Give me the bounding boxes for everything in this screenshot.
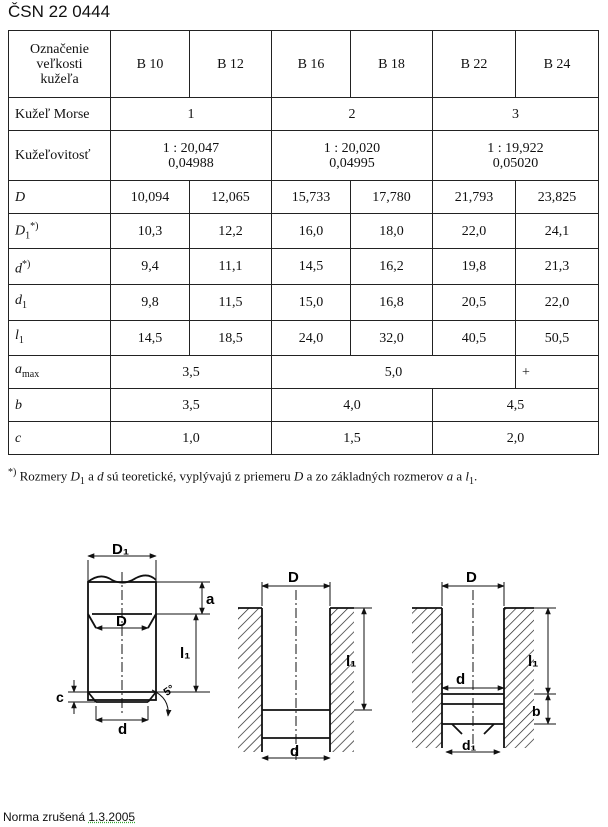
value-cell: 15,0 (272, 285, 351, 321)
dim-label: c (56, 689, 64, 705)
value-cell: 10,3 (111, 214, 190, 249)
row-label: $a_{max}$ (9, 356, 111, 389)
value-cell: 22,0 (433, 214, 516, 249)
table-row-amax (9, 356, 599, 389)
value-cell: 11,1 (190, 249, 272, 285)
value-cell: 1 : 19,922 0,05020 (433, 131, 599, 181)
table-row-D1 (9, 214, 599, 249)
value-cell: 18,5 (190, 321, 272, 356)
value-cell: 1 (111, 98, 272, 131)
size-cell: B 24 (516, 31, 599, 98)
size-cell: B 10 (111, 31, 190, 98)
value-cell: 1,0 (111, 422, 272, 455)
dim-label: D (288, 569, 299, 586)
row-label: c (9, 422, 111, 455)
value-cell: 22,0 (516, 285, 599, 321)
value-cell: 14,5 (272, 249, 351, 285)
dim-label: l₁ (528, 653, 539, 670)
row-label: Kužeľ Morse (9, 98, 111, 131)
table-row-l1 (9, 321, 599, 356)
value-cell: 23,825 (516, 181, 599, 214)
footnote: *) Rozmery $D_1$ a d sú teoretické, vyplývajú z priemeru D a zo základných rozmerov a a $l_1$. (8, 467, 478, 487)
technical-drawings (0, 520, 608, 810)
value-cell: 16,8 (351, 285, 433, 321)
value-cell: 5,0 (272, 356, 516, 389)
spec-table (8, 30, 599, 455)
dim-label: l₁ (180, 645, 191, 662)
value-cell: 3 (433, 98, 599, 131)
dim-label: a (206, 591, 215, 608)
row-label: $l_1$ (9, 321, 111, 356)
dim-label: 5° (161, 682, 178, 699)
table-row-header (9, 31, 599, 98)
value-cell: 16,2 (351, 249, 433, 285)
standard-title: ČSN 22 0444 (8, 2, 111, 21)
value-cell: 21,3 (516, 249, 599, 285)
value-cell: 12,065 (190, 181, 272, 214)
value-cell: 20,5 (433, 285, 516, 321)
dim-label: D (466, 569, 477, 586)
dim-label: d (456, 671, 466, 688)
row-label: D (9, 181, 111, 214)
table-row-D (9, 181, 599, 214)
value-cell: 18,0 (351, 214, 433, 249)
value-cell: 19,8 (433, 249, 516, 285)
value-cell: 1 : 20,020 0,04995 (272, 131, 433, 181)
value-cell: 9,4 (111, 249, 190, 285)
value-cell: 24,0 (272, 321, 351, 356)
value-cell: 32,0 (351, 321, 433, 356)
dim-label: b (532, 703, 541, 719)
abolished-note: Norma zrušená 1.3.2005 (3, 810, 136, 824)
value-cell: 4,0 (272, 389, 433, 422)
value-cell: 17,780 (351, 181, 433, 214)
value-cell: 12,2 (190, 214, 272, 249)
dim-label: d (118, 721, 128, 738)
value-cell: 1 : 20,047 0,04988 (111, 131, 272, 181)
value-cell: 4,5 (433, 389, 599, 422)
row-label: $D_1^{*)}$ (9, 214, 111, 249)
value-cell: 3,5 (111, 356, 272, 389)
table-row-taper (9, 131, 599, 181)
size-cell: B 22 (433, 31, 516, 98)
size-cell: B 12 (190, 31, 272, 98)
value-cell: 2 (272, 98, 433, 131)
value-cell: 40,5 (433, 321, 516, 356)
value-cell: 1,5 (272, 422, 433, 455)
dim-label: d₁ (462, 737, 477, 753)
row-label: Kužeľovitosť (9, 131, 111, 181)
value-cell: 16,0 (272, 214, 351, 249)
table-row-c (9, 422, 599, 455)
value-cell: 50,5 (516, 321, 599, 356)
size-cell: B 16 (272, 31, 351, 98)
bushing-drawing (68, 556, 210, 720)
dim-label: l₁ (346, 653, 357, 670)
dim-label: D (116, 613, 127, 630)
value-cell: 21,793 (433, 181, 516, 214)
bore-drawing (238, 582, 372, 760)
value-cell: 9,8 (111, 285, 190, 321)
table-row-b (9, 389, 599, 422)
size-cell: B 18 (351, 31, 433, 98)
dim-label: d (290, 743, 300, 760)
value-cell: 10,094 (111, 181, 190, 214)
row-label: $d_1$ (9, 285, 111, 321)
table-row-d (9, 249, 599, 285)
value-cell: 24,1 (516, 214, 599, 249)
row-label: b (9, 389, 111, 422)
value-cell: + (516, 356, 599, 389)
value-cell: 2,0 (433, 422, 599, 455)
value-cell: 3,5 (111, 389, 272, 422)
table-row-morse (9, 98, 599, 131)
value-cell: 14,5 (111, 321, 190, 356)
row-label: d*) (9, 249, 111, 285)
value-cell: 11,5 (190, 285, 272, 321)
header-label-cell: Označenie veľkosti kužeľa (9, 31, 111, 98)
table-row-d1 (9, 285, 599, 321)
value-cell: 15,733 (272, 181, 351, 214)
dim-label: D₁ (112, 541, 130, 558)
